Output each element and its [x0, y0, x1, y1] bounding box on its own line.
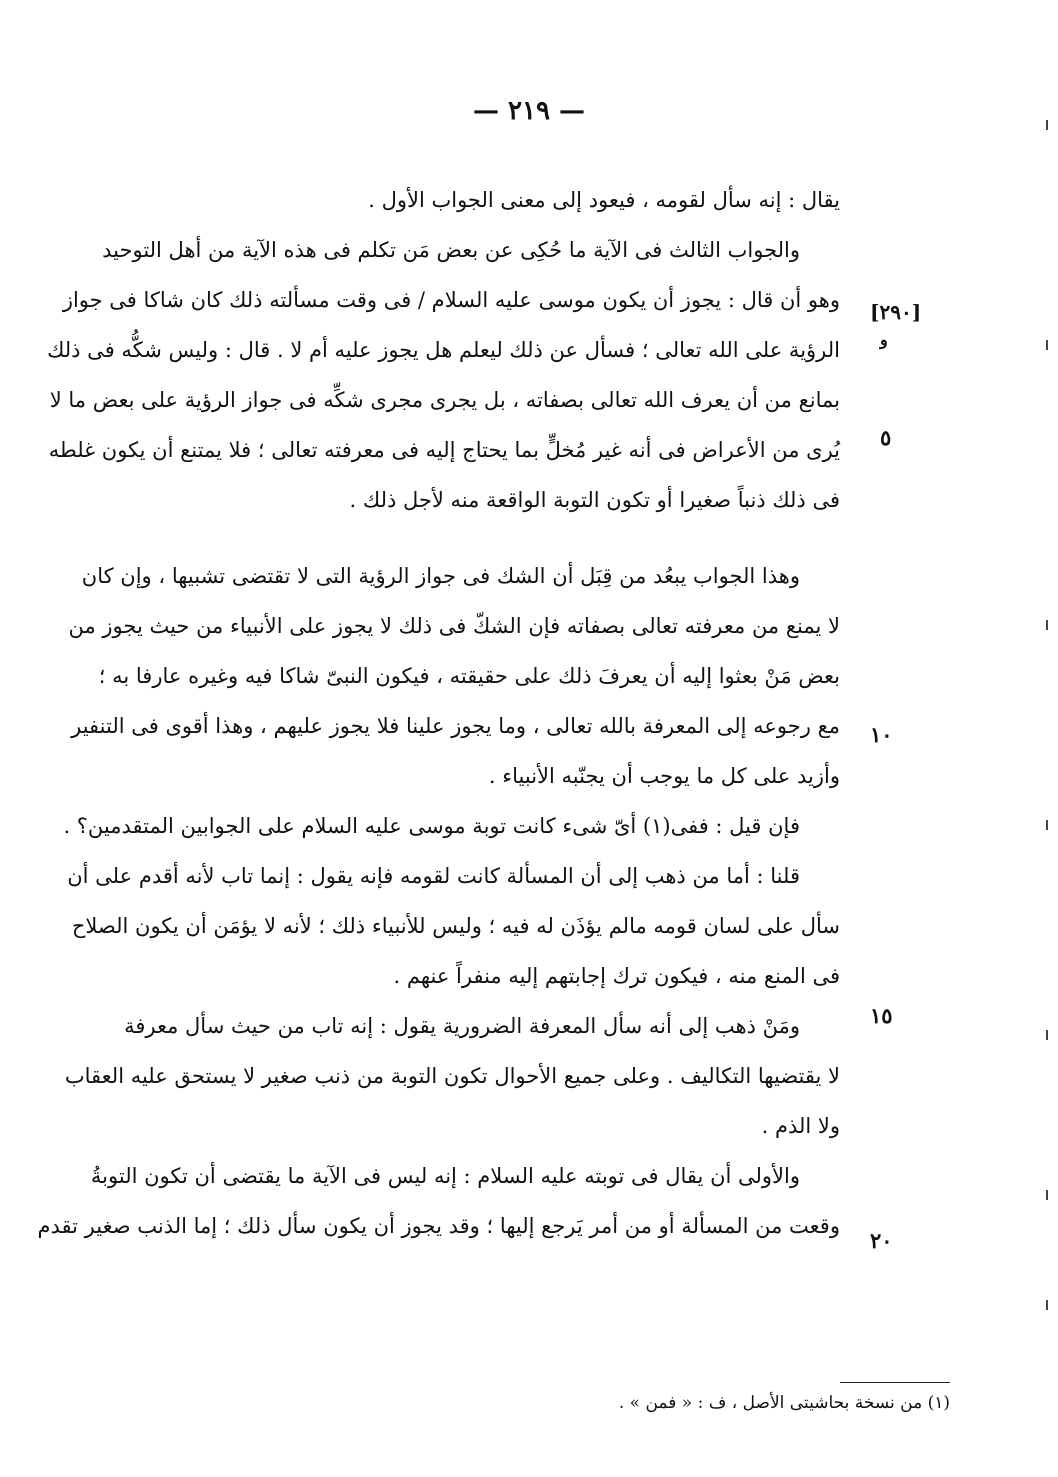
- line-number-10: ١٠: [870, 722, 893, 747]
- manuscript-folio-side: و: [880, 330, 888, 349]
- text-line: سأل على لسان قومه مالم يؤذَن له فيه ؛ وليس للأنبياء ذلك ؛ لأنه لا يؤمَن أن يكون الصلاح: [71, 914, 840, 938]
- text-line: فإن قيل : ففى(١) أىّ شىء كانت توبة موسى عليه السلام على الجوابين المتقدمين؟ .: [63, 814, 800, 838]
- page-edge-marks: [1046, 0, 1052, 1477]
- edge-mark: [1046, 340, 1048, 350]
- edge-mark: [1046, 1030, 1048, 1040]
- text-line: الرؤية على الله تعالى ؛ فسأل عن ذلك ليعلم هل يجوز عليه أم لا . قال : وليس شكُّه فى ذلك: [47, 338, 840, 362]
- text-line: وأزيد على كل ما يوجب أن يجنّبه الأنبياء .: [488, 764, 840, 788]
- edge-mark: [1046, 820, 1048, 830]
- body-text: [37, 175, 840, 1251]
- text-line: لا يمنع من معرفته تعالى بصفاته فإن الشكّ فى ذلك لا يجوز على الأنبياء من حيث يجوز من: [68, 614, 840, 638]
- footnote-divider: [840, 1382, 950, 1383]
- text-line: والأولى أن يقال فى توبته عليه السلام : إنه ليس فى الآية ما يقتضى أن تكون التوبةُ: [90, 1164, 800, 1188]
- line-number-15: ١٥: [870, 1003, 893, 1028]
- paragraph-gap: [140, 525, 840, 551]
- text-line: يقال : إنه سأل لقومه ، فيعود إلى معنى الجواب الأول .: [368, 188, 840, 212]
- edge-mark: [1046, 1300, 1048, 1310]
- line-number-20: ٢٠: [870, 1228, 893, 1253]
- page-number: — ٢١٩ —: [472, 96, 586, 126]
- text-line: وقعت من المسألة أو من أمر يَرجع إليها ؛ وقد يجوز أن يكون سأل ذلك ؛ إما الذنب صغير تقدم: [37, 1214, 840, 1238]
- footnote: (١) من نسخة بحاشيتى الأصل ، ف : « فمن » .: [618, 1393, 950, 1413]
- text-line: لا يقتضيها التكاليف . وعلى جميع الأحوال تكون التوبة من ذنب صغير لا يستحق عليه العقاب: [64, 1064, 840, 1088]
- text-line: بعض مَنْ بعثوا إليه أن يعرفَ ذلك على حقيقته ، فيكون النبىّ شاكا فيه وغيره عارفا به ؛: [98, 664, 840, 688]
- edge-mark: [1046, 1190, 1048, 1200]
- line-number-5: ٥: [880, 425, 892, 450]
- text-line: مع رجوعه إلى المعرفة بالله تعالى ، وما يجوز علينا فلا يجوز عليهم ، وهذا أقوى فى التنفير: [71, 714, 840, 738]
- edge-mark: [1046, 120, 1048, 130]
- text-line: ولا الذم .: [761, 1114, 840, 1138]
- text-line: وهو أن قال : يجوز أن يكون موسى عليه السلام / فى وقت مسألته ذلك كان شاكا فى جواز: [62, 288, 840, 312]
- text-line: قلنا : أما من ذهب إلى أن المسألة كانت لقومه فإنه يقول : إنما تاب لأنه أقدم على أن: [67, 864, 800, 888]
- manuscript-folio-ref: [٢٩٠]: [870, 300, 922, 324]
- edge-mark: [1046, 620, 1048, 630]
- text-line: ومَنْ ذهب إلى أنه سأل المعرفة الضرورية يقول : إنه تاب من حيث سأل معرفة: [124, 1014, 800, 1038]
- text-line: فى ذلك ذنباً صغيرا أو تكون التوبة الواقعة منه لأجل ذلك .: [349, 488, 840, 512]
- text-line: فى المنع منه ، فيكون ترك إجابتهم إليه منفراً عنهم .: [393, 964, 840, 988]
- text-line: والجواب الثالث فى الآية ما حُكِى عن بعض مَن تكلم فى هذه الآية من أهل التوحيد: [102, 238, 800, 262]
- text-line: يُرى من الأعراض فى أنه غير مُخلٍّ بما يحتاج إليه فى معرفته تعالى ؛ فلا يمتنع أن يكون غلطه: [48, 438, 840, 462]
- text-line: وهذا الجواب يبعُد من قِبَل أن الشك فى جواز الرؤية التى لا تقتضى تشبيها ، وإن كان: [81, 564, 800, 588]
- text-line: بمانع من أن يعرف الله تعالى بصفاته ، بل يجرى مجرى شكِّه فى جواز الرؤية على بعض ما لا: [49, 388, 840, 412]
